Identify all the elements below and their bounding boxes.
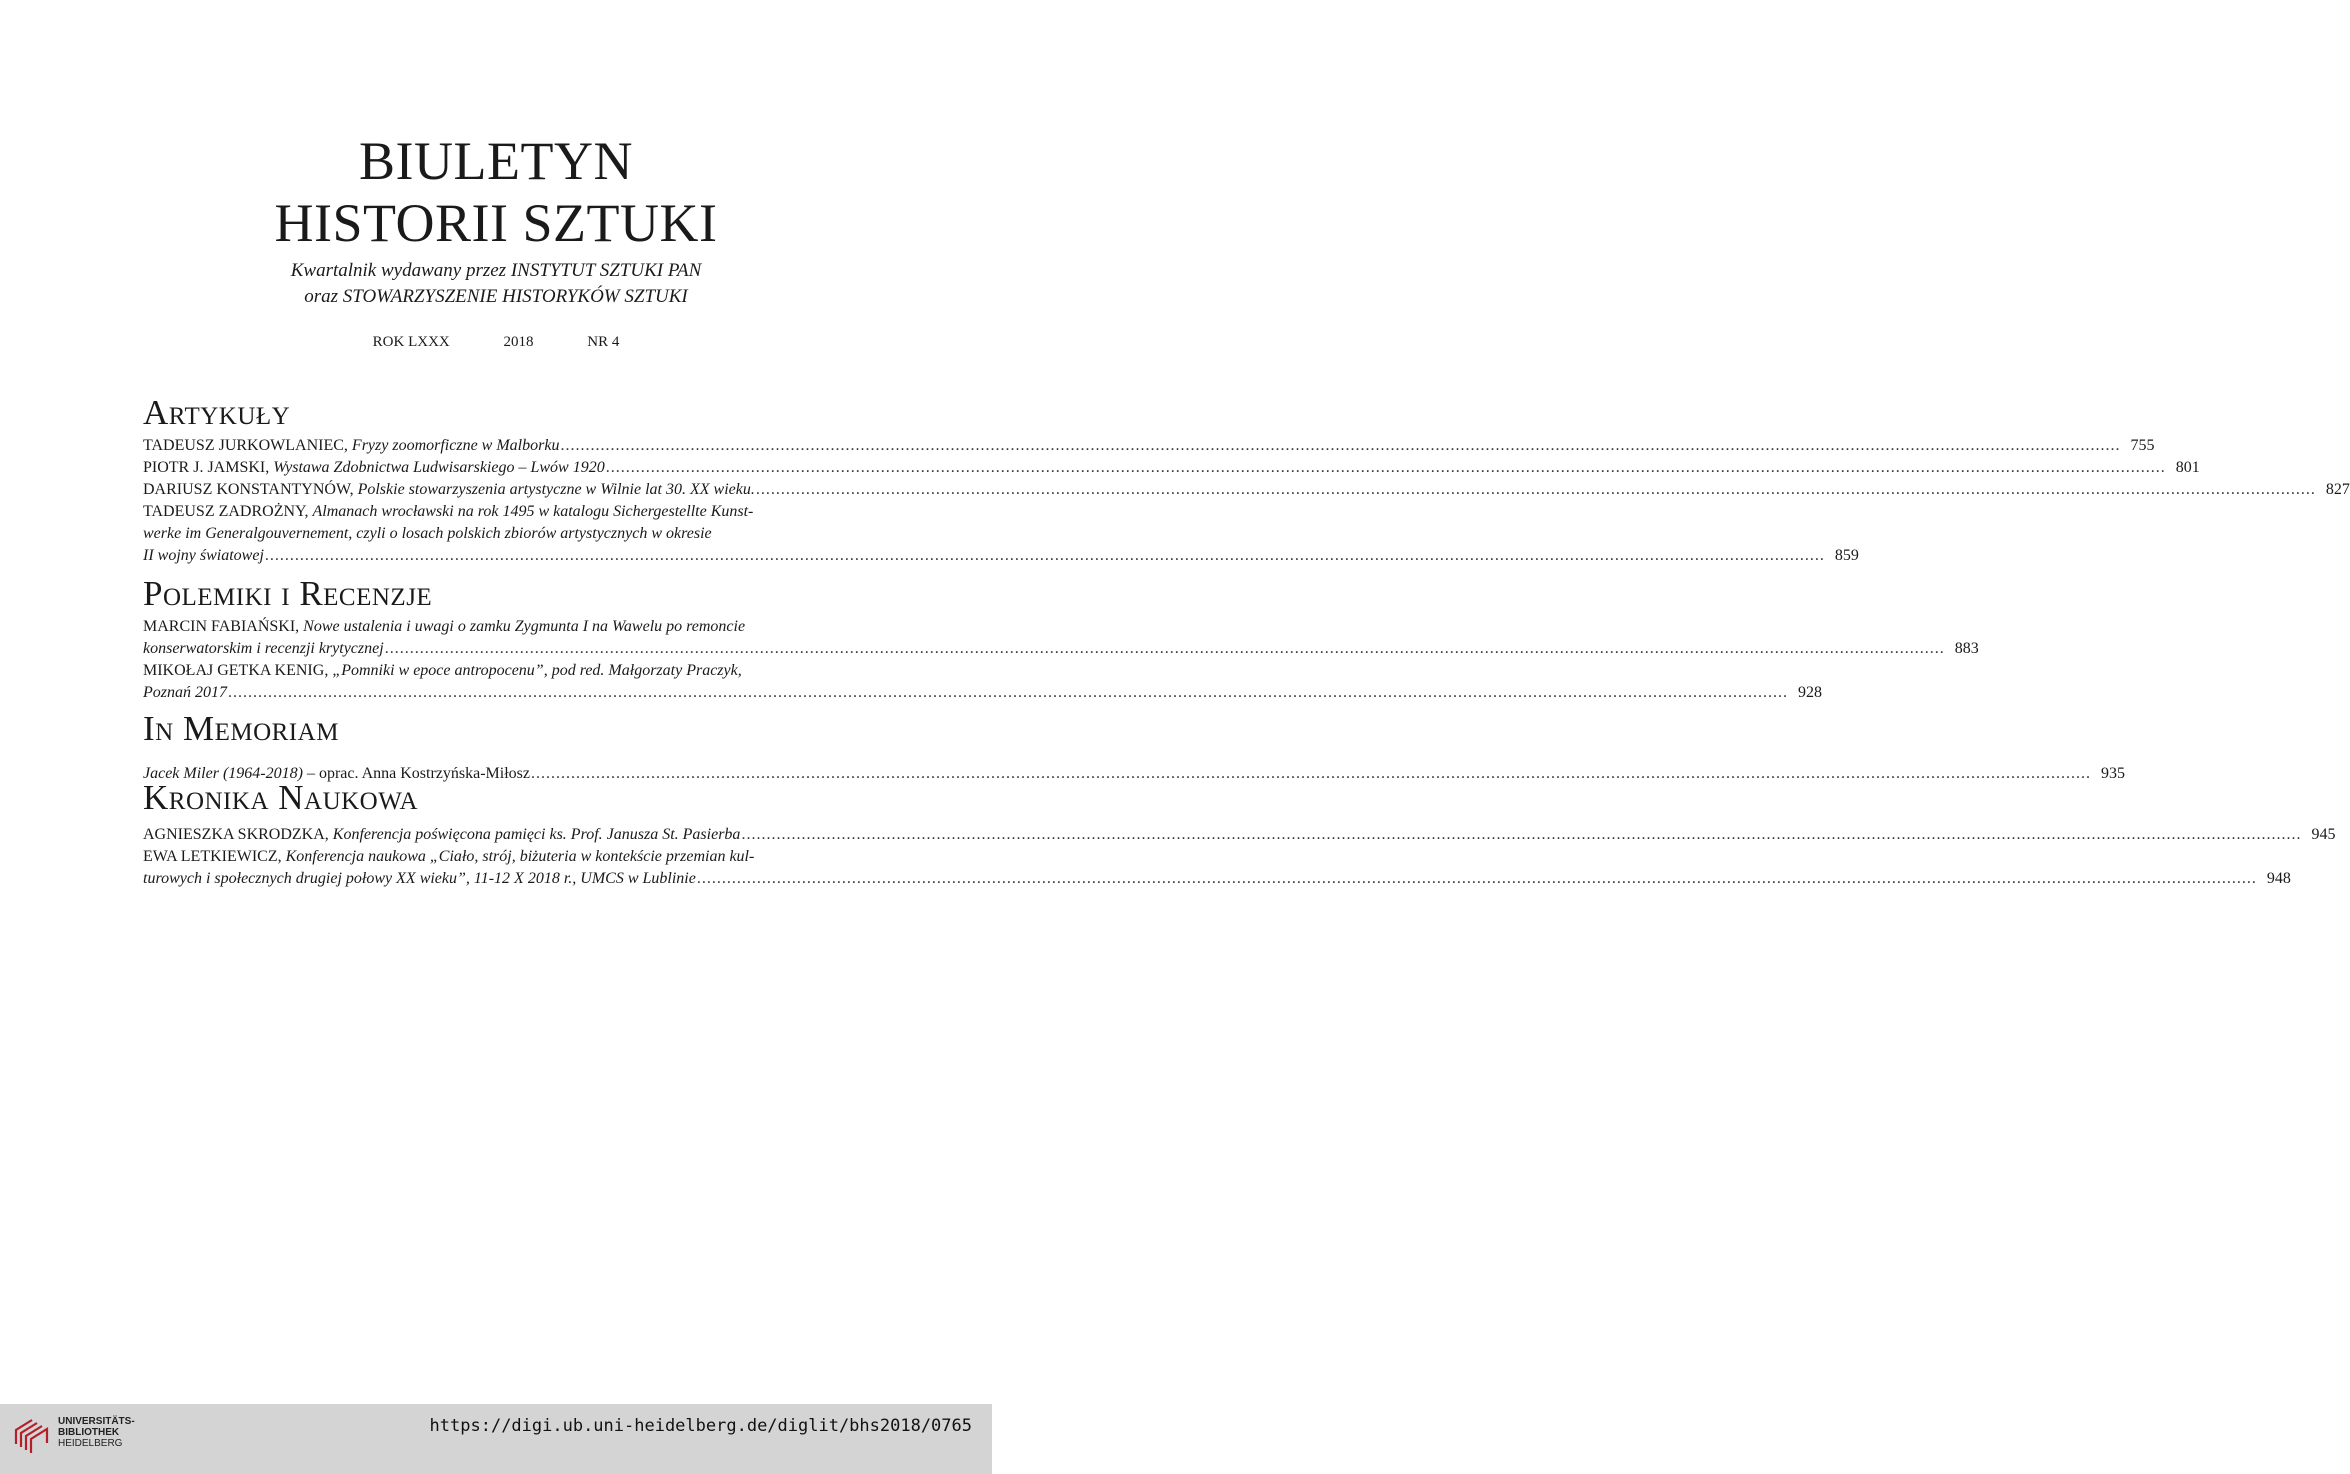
section-heading: Polemiki i Recenzje bbox=[143, 574, 433, 613]
leader-dots bbox=[741, 824, 2301, 846]
entry-title-line3: II wojny światowej bbox=[143, 547, 264, 564]
leader-dots bbox=[385, 638, 1945, 660]
entry-title: Konferencja poświęcona pamięci ks. Prof. Janusza St. Pasierba bbox=[332, 826, 741, 843]
entry-title-line1: „Pomniki w epoce antropocenu”, pod red. Małgorzaty Praczyk, bbox=[332, 662, 742, 679]
issue-volume: ROK LXXX bbox=[372, 334, 450, 350]
leader-dots bbox=[560, 435, 2120, 457]
journal-title-line1: BIULETYN bbox=[359, 131, 633, 191]
entry-author: DARIUSZ KONSTANTYNÓW, bbox=[143, 481, 354, 498]
entry-title: Polskie stowarzyszenia artystyczne w Wilnie lat 30. XX wieku. bbox=[357, 481, 755, 498]
toc-entry[interactable] bbox=[143, 846, 2291, 890]
entry-page: 827 bbox=[2325, 481, 2350, 498]
entry-title-line1: Nowe ustalenia i uwagi o zamku Zygmunta I na Wawelu po remoncie bbox=[303, 618, 746, 635]
entry-author: PIOTR J. JAMSKI, bbox=[143, 459, 270, 476]
journal-subtitle-line1: Kwartalnik wydawany przez INSTYTUT SZTUKI PAN bbox=[290, 260, 702, 281]
entry-title-line1: Almanach wrocławski na rok 1495 w katalogu Sichergestellte Kunst- bbox=[312, 503, 754, 520]
issue-info bbox=[0, 332, 992, 352]
toc-section-polemics-reviews bbox=[143, 572, 1979, 704]
entry-author: EWA LETKIEWICZ, bbox=[143, 848, 282, 865]
permalink-url[interactable]: https://digi.ub.uni-heidelberg.de/diglit/bhs2018/0765 bbox=[429, 1416, 972, 1436]
toc-entry[interactable] bbox=[143, 824, 2336, 846]
toc-entry[interactable] bbox=[143, 479, 2350, 501]
journal-subtitle-line2: oraz STOWARZYSZENIE HISTORYKÓW SZTUKI bbox=[304, 286, 688, 307]
entry-author: MARCIN FABIAŃSKI, bbox=[143, 618, 300, 635]
issue-number: NR 4 bbox=[587, 334, 620, 350]
entry-author: TADEUSZ ZADROŻNY, bbox=[143, 503, 309, 520]
viewer-footer-bar bbox=[0, 1404, 992, 1474]
entry-author: TADEUSZ JURKOWLANIEC, bbox=[143, 437, 348, 454]
entry-title-line2: konserwatorskim i recenzji krytycznej bbox=[143, 640, 384, 657]
entry-page: 928 bbox=[1798, 684, 1822, 701]
entry-author: AGNIESZKA SKRODZKA, bbox=[143, 826, 329, 843]
toc-section-scientific-chronicle bbox=[143, 776, 2336, 890]
leader-dots bbox=[265, 545, 1825, 567]
issue-year: 2018 bbox=[503, 334, 534, 350]
leader-dots bbox=[756, 479, 2316, 501]
entry-page: 755 bbox=[2130, 437, 2155, 454]
toc-section-articles bbox=[143, 391, 2350, 567]
library-logo-icon[interactable] bbox=[10, 1414, 52, 1456]
library-logo-text bbox=[58, 1416, 135, 1449]
leader-dots bbox=[697, 868, 2257, 890]
entry-page: 801 bbox=[2175, 459, 2200, 476]
entry-editor: – oprac. Anna Kostrzyńska-Miłosz bbox=[302, 765, 530, 782]
entry-page: 859 bbox=[1834, 547, 1859, 564]
entry-title-line1: Konferencja naukowa „Ciało, strój, biżuteria w kontekście przemian kul- bbox=[285, 848, 755, 865]
section-heading: Artykuły bbox=[143, 393, 291, 432]
entry-title-line2: turowych i społecznych drugiej połowy XX wieku”, 11-12 X 2018 r., UMCS w Lublinie bbox=[143, 870, 696, 887]
entry-page: 935 bbox=[2101, 765, 2125, 782]
entry-title-line2: Poznań 2017 bbox=[143, 684, 227, 701]
entry-title: Wystawa Zdobnictwa Ludwisarskiego – Lwów 1920 bbox=[273, 459, 605, 476]
logo-line2: BIBLIOTHEK bbox=[58, 1427, 120, 1438]
entry-title: Fryzy zoomorficzne w Malborku bbox=[351, 437, 560, 454]
leader-dots bbox=[228, 682, 1788, 704]
toc-entry[interactable] bbox=[143, 616, 1979, 660]
entry-title: Jacek Miler (1964-2018) bbox=[143, 765, 303, 782]
entry-title-line2: werke im Generalgouvernement, czyli o losach polskich zbiorów artystycznych w okresie bbox=[143, 525, 712, 542]
entry-page: 948 bbox=[2266, 870, 2291, 887]
logo-line3: HEIDELBERG bbox=[58, 1438, 123, 1449]
toc-entry[interactable] bbox=[143, 457, 2200, 479]
journal-title-line2: HISTORII SZTUKI bbox=[274, 193, 718, 253]
entry-page: 945 bbox=[2311, 826, 2336, 843]
toc-section-in-memoriam bbox=[143, 707, 2125, 785]
leader-dots bbox=[606, 457, 2166, 479]
logo-line1: UNIVERSITÄTS- bbox=[58, 1416, 135, 1427]
entry-author: MIKOŁAJ GETKA KENIG, bbox=[143, 662, 329, 679]
entry-page: 883 bbox=[1954, 640, 1979, 657]
section-heading: In Memoriam bbox=[143, 709, 339, 748]
section-heading: Kronika Naukowa bbox=[143, 778, 419, 817]
toc-entry[interactable] bbox=[143, 501, 1859, 567]
toc-entry[interactable] bbox=[143, 660, 1822, 704]
toc-entry[interactable] bbox=[143, 435, 2155, 457]
